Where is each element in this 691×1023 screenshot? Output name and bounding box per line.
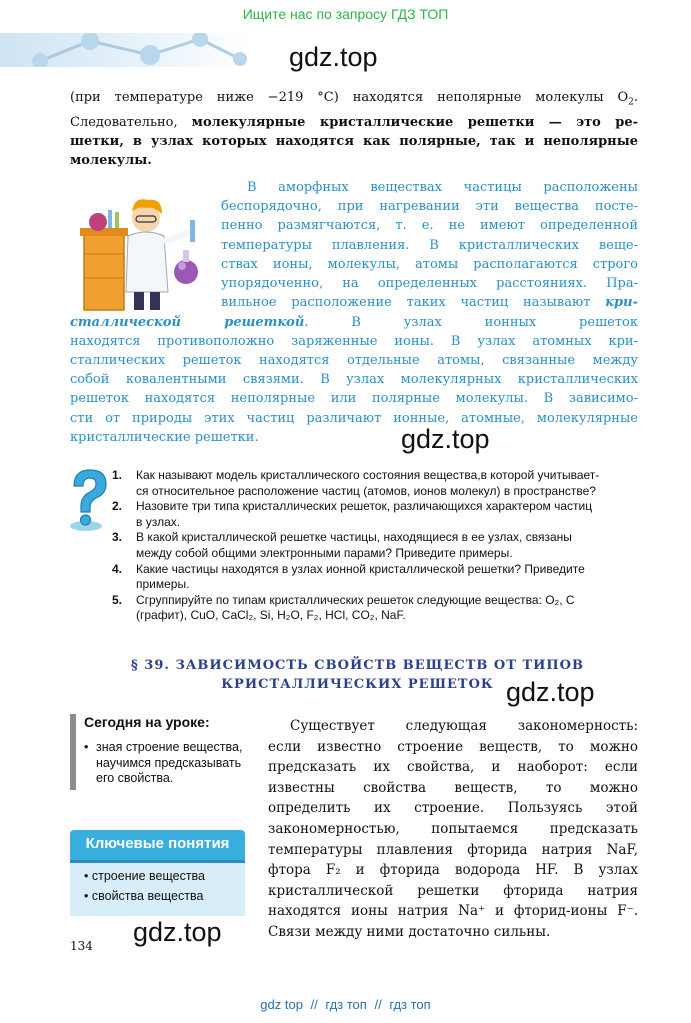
watermark: gdz.top xyxy=(401,424,490,454)
footer-separator: // xyxy=(374,997,382,1012)
blue-line: сталлических решеток находятся отдельные атомы, связанные между xyxy=(70,353,638,368)
intro-line: молекулы. xyxy=(70,153,152,169)
blue-line: В аморфных веществах частицы расположены xyxy=(247,180,638,195)
molecule-banner-image xyxy=(0,33,250,67)
intro-line: шетки, в узлах которых находятся как полярные, так и неполярные xyxy=(70,134,638,149)
blue-line: решеток находятся неполярные или полярные молекулы. В зависимо- xyxy=(70,391,638,407)
blue-line: собой ковалентными связями. В узлах молекулярных кристаллических xyxy=(70,372,638,388)
blue-line: сталлической решеткой. В узлах ионных решеток xyxy=(70,314,638,330)
question-item: 2. Назовите три типа кристаллических решеток, различающихся характером частиц в узлах. xyxy=(112,499,593,529)
blue-line: пенно размягчаются, т. е. не имеют определенной xyxy=(221,218,638,234)
question-item: 3. В какой кристаллической решетке частицы, находящиеся в ее узлах, связаны между собой общими электронными парами? Приведите примеры. xyxy=(112,530,572,560)
key-concept-item: • свойства вещества xyxy=(84,889,204,903)
blue-line: сти от природы этих частиц различают ионные, атомные, молекулярные xyxy=(70,410,638,426)
blue-line: ствах ионы, молекулы, атомы располагаются строго xyxy=(221,256,638,272)
intro-line: (при температуре ниже −219 °C) находятся неполярные молекулы $O_2$. xyxy=(70,90,638,108)
top-search-banner[interactable]: Ищите нас по запросу ГДЗ ТОП xyxy=(242,6,449,22)
watermark: gdz.top xyxy=(289,42,378,72)
blue-line: кристаллические решетки. xyxy=(70,429,259,445)
blue-line: температуры плавления. В кристаллических веще- xyxy=(221,237,638,253)
question-item: 5. Сгруппируйте по типам кристаллических решеток следующие вещества: O₂, С (графит), CuO, CaCl₂, Si, H₂O, F₂, HCl, CO₂, NaF. xyxy=(112,592,575,623)
blue-paragraph-narrow xyxy=(221,178,638,312)
watermark: gdz.top xyxy=(133,917,222,947)
blue-line: упорядоченно, на определенных расстояниях. Пра- xyxy=(221,276,638,292)
today-text: • зная строение вещества, научимся предсказывать его свойства. xyxy=(84,740,243,785)
page-number: 134 xyxy=(70,939,93,953)
question-item: 1. Как называют модель кристаллического состояния вещества,в которой учитывает- ся относительное расположение частиц (атомов, ионов молекул) в пространстве? xyxy=(112,468,600,498)
intro-line: Следовательно, молекулярные кристаллические решетки — это ре- xyxy=(70,114,639,130)
key-concepts-title: Ключевые понятия xyxy=(85,835,230,852)
section-heading: § 39. ЗАВИСИМОСТЬ СВОЙСТВ ВЕЩЕСТВ ОТ ТИПОВ КРИСТАЛЛИЧЕСКИХ РЕШЕТОК xyxy=(130,658,584,692)
footer-links xyxy=(0,997,691,1012)
question-mark-icon xyxy=(66,468,110,532)
blue-line: вильное расположение таких частиц называют кри- xyxy=(221,295,638,311)
key-concept-item: • строение вещества xyxy=(84,869,205,883)
main-text: Существует следующая закономерность: если известно строение веществ, то можно предсказать их свойства, и наоборот: если известны свойства веществ, то можно определить их строение. Пользуясь этой закономерностью, попытаемся предсказать температуры плавления фторида натрия NaF, фтора F₂ и фторида водорода HF. В узлах кристаллической решетки фторида натрия находятся ионы натрия Na⁺ и фторид-ионы F⁻. Связи между ними достаточно сильны. xyxy=(268,718,638,940)
blue-line: находятся противоположно заряженные ионы. В узлах атомных кри- xyxy=(70,333,638,349)
questions-list xyxy=(112,468,647,624)
footer-link[interactable]: gdz top xyxy=(260,997,303,1012)
footer-link[interactable]: гдз топ xyxy=(389,997,431,1012)
intro-paragraph xyxy=(70,88,638,170)
question-item: 4. Какие частицы находятся в узлах ионной кристаллической решетки? Приведите примеры. xyxy=(112,561,585,592)
scientist-illustration xyxy=(78,192,210,316)
blue-paragraph-wide xyxy=(70,313,638,447)
watermark: gdz.top xyxy=(506,677,595,707)
blue-line: беспорядочно, при нагревании эти вещества посте- xyxy=(221,199,638,215)
footer-separator: // xyxy=(310,997,318,1012)
today-title: Сегодня на уроке: xyxy=(84,714,210,730)
footer-link[interactable]: гдз топ xyxy=(325,997,367,1012)
